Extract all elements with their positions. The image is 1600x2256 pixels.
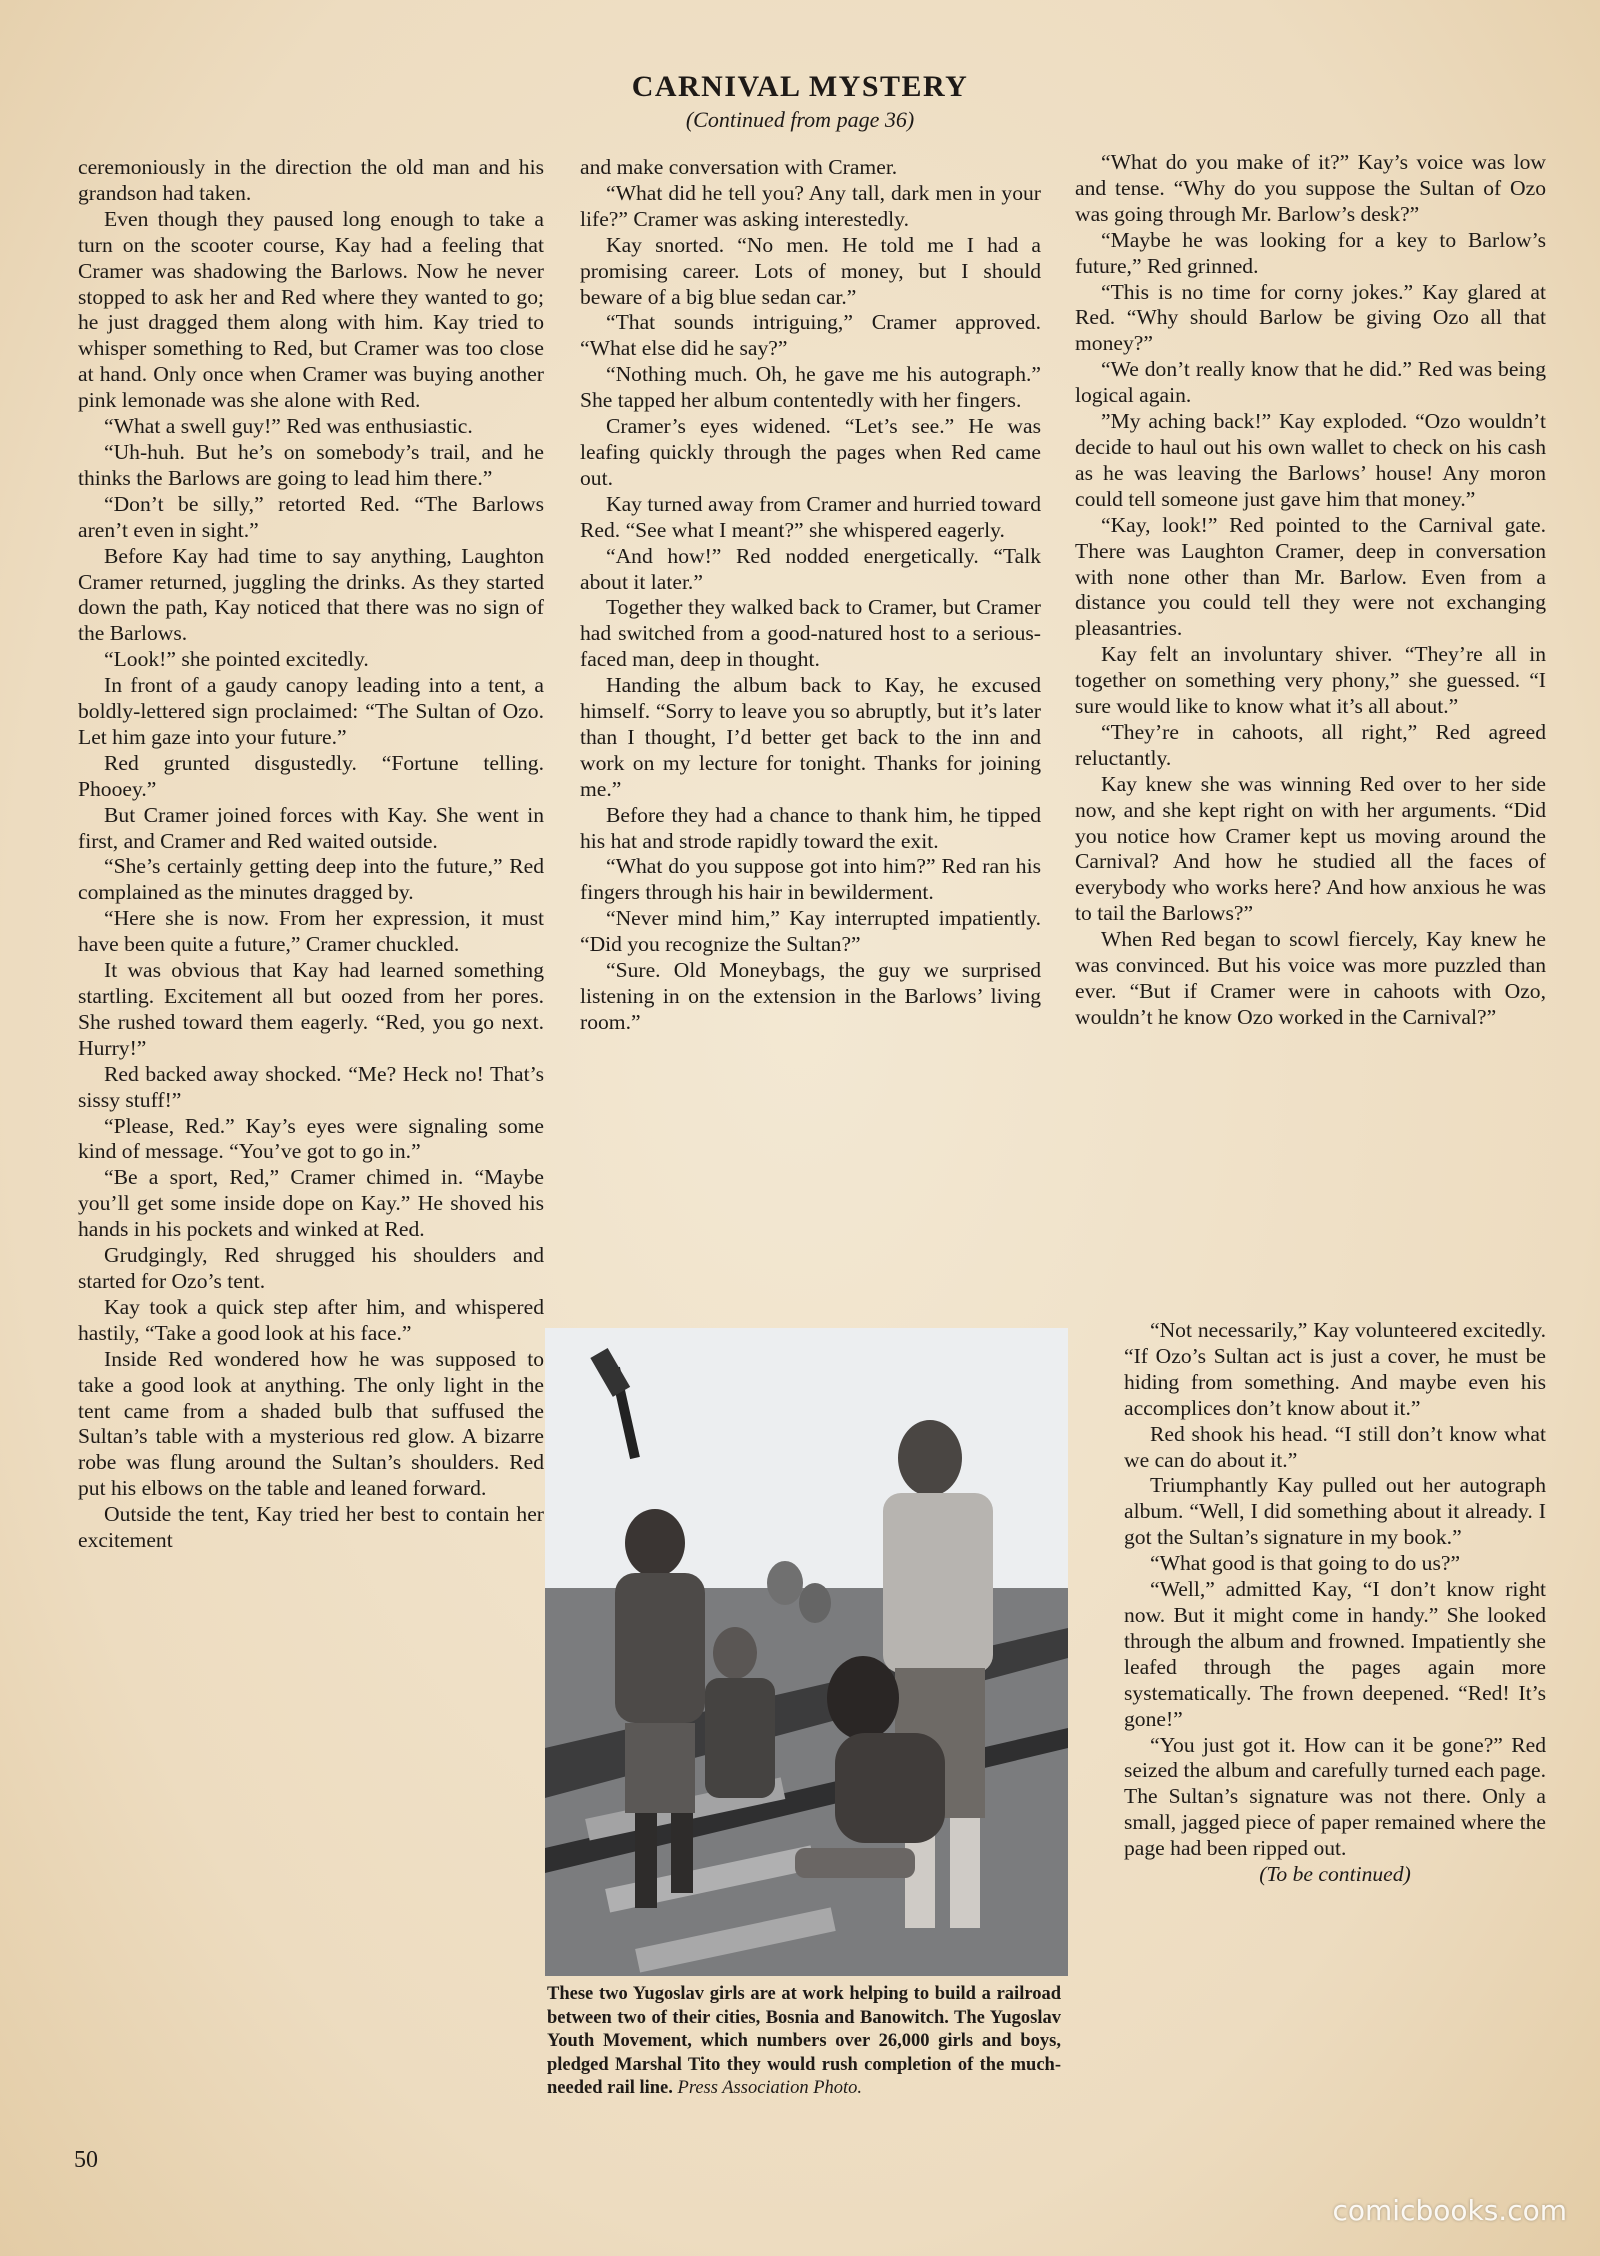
paragraph: “Uh-huh. But he’s on somebody’s trail, and he thinks the Barlows are going to lead him there.”: [78, 439, 544, 490]
paragraph: “And how!” Red nodded energetically. “Talk about it later.”: [580, 543, 1041, 594]
paragraph: Kay knew she was winning Red over to her side now, and she kept right on with her arguments. “Did you notice how Cramer kept us moving around the Carnival? And how he studied all the faces of everybody who works here? And how anxious he was to tail the Barlows?”: [1075, 771, 1546, 926]
watermark: comicbooks.com: [1332, 2194, 1567, 2227]
page-number: 50: [74, 2147, 98, 2173]
paragraph: Handing the album back to Kay, he excused himself. “Sorry to leave you so abruptly, but it’s later than I thought, I’d better get back to the inn and work on my lecture for tonight. Thanks for joining me.”: [580, 673, 1041, 801]
paragraph: But Cramer joined forces with Kay. She went in first, and Cramer and Red waited outside.: [78, 802, 544, 853]
paragraph: “Look!” she pointed excitedly.: [104, 647, 369, 672]
paragraph: Kay felt an involuntary shiver. “They’re all in together on something very phony,” she guessed. “I sure would like to know what it’s all about.”: [1075, 642, 1546, 719]
text-column-3-top: [1075, 150, 1546, 1031]
paragraph: When Red began to scowl fiercely, Kay knew he was convinced. But his voice was more puzzled than ever. “But if Cramer were in cahoots with Ozo, wouldn’t he know Ozo worked in the Carnival?”: [1075, 927, 1546, 1029]
paragraph: ceremoniously in the direction the old man and his grandson had taken.: [78, 155, 544, 205]
paragraph: “Here she is now. From her expression, it must have been quite a future,” Cramer chuckled.: [78, 906, 544, 957]
paragraph: “Never mind him,” Kay interrupted impatiently. “Did you recognize the Sultan?”: [580, 906, 1041, 957]
paragraph: Cramer’s eyes widened. “Let’s see.” He was leafing quickly through the pages when Red came out.: [580, 414, 1041, 490]
paragraph: Kay took a quick step after him, and whispered hastily, “Take a good look at his face.”: [78, 1294, 544, 1345]
paragraph: “Don’t be silly,” retorted Red. “The Barlows aren’t even in sight.”: [78, 491, 544, 542]
paragraph: “That sounds intriguing,” Cramer approved. “What else did he say?”: [580, 310, 1041, 361]
paragraph: “What a swell guy!” Red was enthusiastic.: [104, 414, 473, 439]
paragraph: Kay turned away from Cramer and hurried toward Red. “See what I meant?” she whispered eagerly.: [580, 491, 1041, 542]
paragraph: Triumphantly Kay pulled out her autograph album. “Well, I did something about it already. I got the Sultan’s signature in my book.”: [1124, 1473, 1546, 1550]
paragraph: In front of a gaudy canopy leading into a tent, a boldly-lettered sign proclaimed: “The Sultan of Ozo. Let him gaze into your future.”: [78, 673, 544, 749]
paragraph: Before Kay had time to say anything, Laughton Cramer returned, juggling the drinks. As they started down the path, Kay noticed that there was no sign of the Barlows.: [78, 543, 544, 646]
paragraph: “Kay, look!” Red pointed to the Carnival gate. There was Laughton Cramer, deep in conversation with none other than Mr. Barlow. Even from a distance you could tell they were not exchanging pleasantries.: [1075, 512, 1546, 641]
paragraph: “Sure. Old Moneybags, the guy we surprised listening in on the extension in the Barlows’ living room.”: [580, 958, 1041, 1034]
railroad-photo: [545, 1328, 1068, 1976]
continuation-note: (Continued from page 36): [685, 107, 915, 132]
paragraph: “Maybe he was looking for a key to Barlow’s future,” Red grinned.: [1075, 227, 1546, 278]
paragraph: “Nothing much. Oh, he gave me his autograph.” She tapped her album contentedly with her fingers.: [580, 362, 1041, 413]
paragraph: Grudgingly, Red shrugged his shoulders and started for Ozo’s tent.: [78, 1243, 544, 1293]
paragraph: It was obvious that Kay had learned something startling. Excitement all but oozed from her pores. She rushed toward them eagerly. “Red, you go next. Hurry!”: [78, 958, 544, 1060]
photo-credit: Press Association Photo.: [677, 2078, 863, 2098]
paragraph: “Please, Red.” Kay’s eyes were signaling some kind of message. “You’ve got to go in.”: [78, 1113, 544, 1164]
paragraph: “What do you make of it?” Kay’s voice was low and tense. “Why do you suppose the Sultan of Ozo was going through Mr. Barlow’s desk?”: [1075, 150, 1546, 226]
text-column-1: [78, 155, 544, 1554]
paragraph: ”My aching back!” Kay exploded. “Ozo wouldn’t decide to haul out his own wallet to check on his cash as he was leaving the Barlows’ house! Any moron could tell someone just gave him that money.”: [1075, 409, 1546, 511]
photo-caption: [547, 1983, 1061, 2101]
article-header: [0, 70, 1600, 134]
paragraph: “She’s certainly getting deep into the future,” Red complained as the minutes dragged by.: [78, 854, 544, 905]
paragraph: Red backed away shocked. “Me? Heck no! That’s sissy stuff!”: [78, 1061, 544, 1112]
paragraph: “What good is that going to do us?”: [1150, 1551, 1461, 1576]
paragraph: Red shook his head. “I still don’t know what we can do about it.”: [1124, 1421, 1546, 1472]
paragraph: “Not necessarily,” Kay volunteered excitedly. “If Ozo’s Sultan act is just a cover, he must be hiding from something. And maybe even his accomplices don’t know about it.”: [1124, 1318, 1546, 1420]
paragraph: “You just got it. How can it be gone?” Red seized the album and carefully turned each page. The Sultan’s signature was not there. Only a small, jagged piece of paper remained where the page had been ripped out.: [1124, 1732, 1546, 1861]
paragraph: “Be a sport, Red,” Cramer chimed in. “Maybe you’ll get some inside dope on Kay.” He shoved his hands in his pockets and winked at Red.: [78, 1165, 544, 1242]
paragraph: “Well,” admitted Kay, “I don’t know right now. But it might come in handy.” She looked through the album and frowned. Impatiently she leafed through the pages again more systematically. The frown deepened. “Red! It’s gone!”: [1124, 1577, 1546, 1731]
paragraph: Before they had a chance to thank him, he tipped his hat and strode rapidly toward the exit.: [580, 802, 1041, 853]
article-title: CARNIVAL MYSTERY: [631, 70, 969, 103]
paragraph: Even though they paused long enough to take a turn on the scooter course, Kay had a feeling that Cramer was shadowing the Barlows. Now he never stopped to ask her and Red where they wanted to go; he just dragged them along with him. Kay tried to whisper something to Red, but Cramer was too close at hand. Only once when Cramer was buying another pink lemonade was she alone with Red.: [78, 206, 544, 413]
to-be-continued: (To be continued): [1259, 1862, 1411, 1887]
paragraph: “They’re in cahoots, all right,” Red agreed reluctantly.: [1075, 719, 1546, 770]
text-column-2: [580, 155, 1041, 1036]
paragraph: and make conversation with Cramer.: [580, 155, 898, 179]
paragraph: Inside Red wondered how he was supposed to take a good look at anything. The only light in the tent came from a shaded bulb that suffused the Sultan’s table with a mysterious red glow. A bizarre robe was flung around the Sultan’s shoulders. Red put his elbows on the table and leaned forward.: [78, 1346, 544, 1501]
caption-text: These two Yugoslav girls are at work helping to build a railroad between two of their cities, Bosnia and Banowitch. The Yugoslav Youth Movement, which numbers over 26,000 girls and boys, pledged Marshal Tito they would rush completion of the much-needed rail line.: [547, 1984, 1061, 2098]
paragraph: Red grunted disgustedly. “Fortune telling. Phooey.”: [78, 750, 544, 801]
paragraph: “This is no time for corny jokes.” Kay glared at Red. “Why should Barlow be giving Ozo all that money?”: [1075, 279, 1546, 356]
paragraph: “What do you suppose got into him?” Red ran his fingers through his hair in bewilderment.: [580, 854, 1041, 905]
paragraph: “What did he tell you? Any tall, dark men in your life?” Cramer was asking interestedly.: [580, 180, 1041, 231]
paragraph: “We don’t really know that he did.” Red was being logical again.: [1075, 357, 1546, 408]
paragraph: Together they walked back to Cramer, but Cramer had switched from a good-natured host to a serious-faced man, deep in thought.: [580, 595, 1041, 672]
paragraph: Outside the tent, Kay tried her best to contain her excitement: [78, 1502, 544, 1553]
text-column-3-bottom: [1124, 1318, 1546, 1888]
paragraph: Kay snorted. “No men. He told me I had a promising career. Lots of money, but I should beware of a big blue sedan car.”: [580, 232, 1041, 309]
